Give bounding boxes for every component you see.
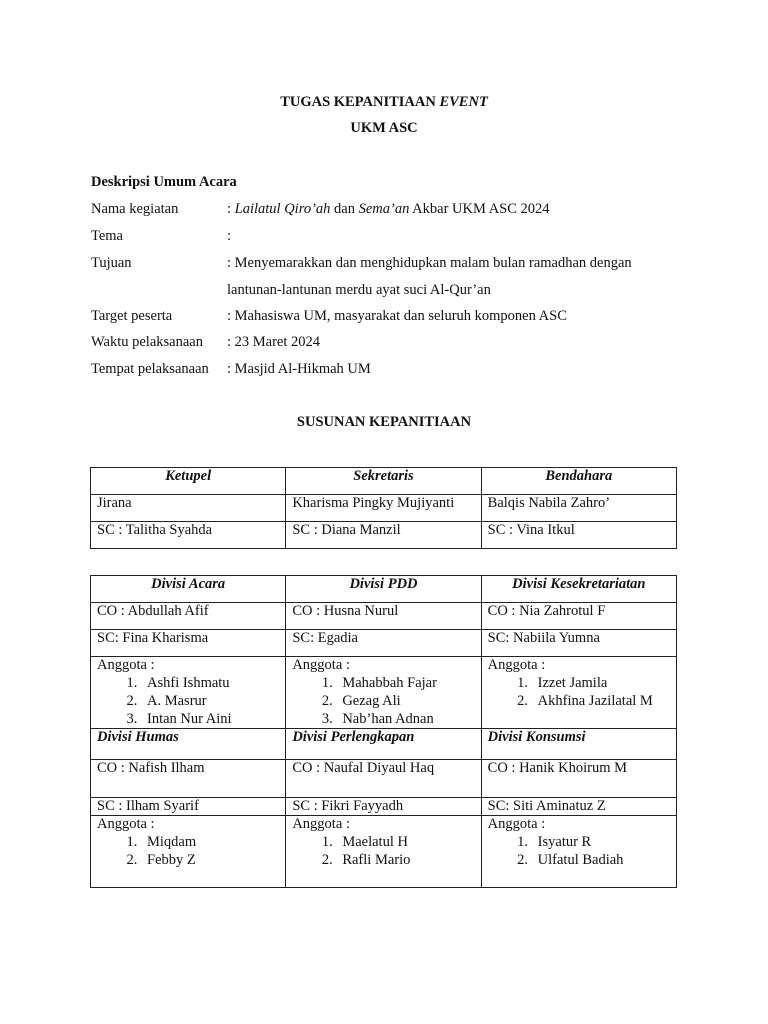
member-list: [488, 674, 670, 710]
list-item: 3. Nab’han Adnan: [336, 710, 474, 728]
core-committee-table: [90, 467, 677, 549]
table-header: Divisi Perlengkapan: [286, 729, 481, 760]
list-item: 1. Isyatur R: [532, 833, 670, 851]
info-value: lantunan-lantunan merdu ayat suci Al-Qur’an: [227, 282, 491, 298]
info-value: : Masjid Al-Hikmah UM: [227, 361, 371, 377]
table-header: Bendahara: [481, 468, 676, 495]
table-cell: Jirana: [91, 495, 286, 522]
title-text: TUGAS KEPANITIAAN: [280, 94, 440, 110]
info-value: : 23 Maret 2024: [227, 334, 321, 350]
list-item: 1. Izzet Jamila: [532, 674, 670, 692]
table-header: Divisi Kesekretariatan: [481, 576, 676, 603]
table-cell: SC : Talitha Syahda: [91, 522, 286, 549]
table-cell: SC: Nabiila Yumna: [481, 630, 676, 657]
table-cell: SC : Fikri Fayyadh: [286, 798, 481, 816]
member-list: [97, 833, 279, 869]
anggota-label: Anggota :: [292, 816, 350, 832]
list-item: 2. A. Masrur: [141, 692, 279, 710]
list-item: 1. Mahabbah Fajar: [336, 674, 474, 692]
table-cell-anggota: [481, 657, 676, 729]
document-subtitle: UKM ASC: [350, 120, 418, 136]
info-label: Tujuan: [91, 255, 132, 271]
table-header: Divisi Acara: [91, 576, 286, 603]
table-header: Divisi Konsumsi: [481, 729, 676, 760]
list-item: 1. Miqdam: [141, 833, 279, 851]
table-cell: SC : Vina Itkul: [481, 522, 676, 549]
table-cell: CO : Naufal Diyaul Haq: [286, 760, 481, 798]
table-header: Sekretaris: [286, 468, 481, 495]
info-label: Target peserta: [91, 308, 173, 324]
info-label: Tema: [91, 228, 123, 244]
table-cell-anggota: [286, 816, 481, 888]
table-cell: CO : Hanik Khoirum M: [481, 760, 676, 798]
title-italic-text: EVENT: [439, 94, 488, 110]
table-cell: SC: Siti Aminatuz Z: [481, 798, 676, 816]
table-cell: SC: Egadia: [286, 630, 481, 657]
list-item: 1. Ashfi Ishmatu: [141, 674, 279, 692]
table-cell-anggota: [91, 657, 286, 729]
list-item: 2. Febby Z: [141, 851, 279, 869]
anggota-label: Anggota :: [97, 657, 155, 673]
info-value: : Lailatul Qiro’ah dan Sema’an Akbar UKM ASC 2024: [227, 201, 550, 217]
table-header: Divisi Humas: [91, 729, 286, 760]
table-cell: CO : Nia Zahrotul F: [481, 603, 676, 630]
division-table: [90, 575, 677, 888]
table-cell: SC : Diana Manzil: [286, 522, 481, 549]
table-cell: SC : Ilham Syarif: [91, 798, 286, 816]
info-label: Waktu pelaksanaan: [91, 334, 203, 350]
anggota-label: Anggota :: [97, 816, 155, 832]
member-list: [292, 833, 474, 869]
table-header: Divisi PDD: [286, 576, 481, 603]
table-header: Ketupel: [91, 468, 286, 495]
info-label: Tempat pelaksanaan: [91, 361, 209, 377]
table-cell: CO : Husna Nurul: [286, 603, 481, 630]
table-cell: SC: Fina Kharisma: [91, 630, 286, 657]
list-item: 3. Intan Nur Aini: [141, 710, 279, 728]
anggota-label: Anggota :: [487, 816, 546, 832]
section-heading: SUSUNAN KEPANITIAAN: [296, 414, 472, 430]
list-item: 1. Maelatul H: [336, 833, 474, 851]
list-item: 2. Ulfatul Badiah: [532, 851, 670, 869]
table-cell: Balqis Nabila Zahro’: [481, 495, 676, 522]
info-label: Nama kegiatan: [91, 201, 179, 217]
list-item: 2. Rafli Mario: [336, 851, 474, 869]
list-item: 2. Gezag Ali: [336, 692, 474, 710]
anggota-label: Anggota :: [487, 657, 546, 673]
list-item: 2. Akhfina Jazilatal M: [532, 692, 670, 710]
document-title: [0, 94, 768, 111]
table-cell: CO : Nafish Ilham: [91, 760, 286, 798]
description-heading: Deskripsi Umum Acara: [91, 174, 237, 190]
table-cell-anggota: [286, 657, 481, 729]
member-list: [292, 674, 474, 728]
table-cell-anggota: [91, 816, 286, 888]
info-value: :: [227, 228, 232, 244]
info-value: : Mahasiswa UM, masyarakat dan seluruh komponen ASC: [227, 308, 567, 324]
anggota-label: Anggota :: [292, 657, 350, 673]
table-cell: Kharisma Pingky Mujiyanti: [286, 495, 481, 522]
info-value: : Menyemarakkan dan menghidupkan malam bulan ramadhan dengan: [227, 255, 632, 271]
member-list: [97, 674, 279, 728]
table-cell-anggota: [481, 816, 676, 888]
member-list: [488, 833, 670, 869]
table-cell: CO : Abdullah Afif: [91, 603, 286, 630]
